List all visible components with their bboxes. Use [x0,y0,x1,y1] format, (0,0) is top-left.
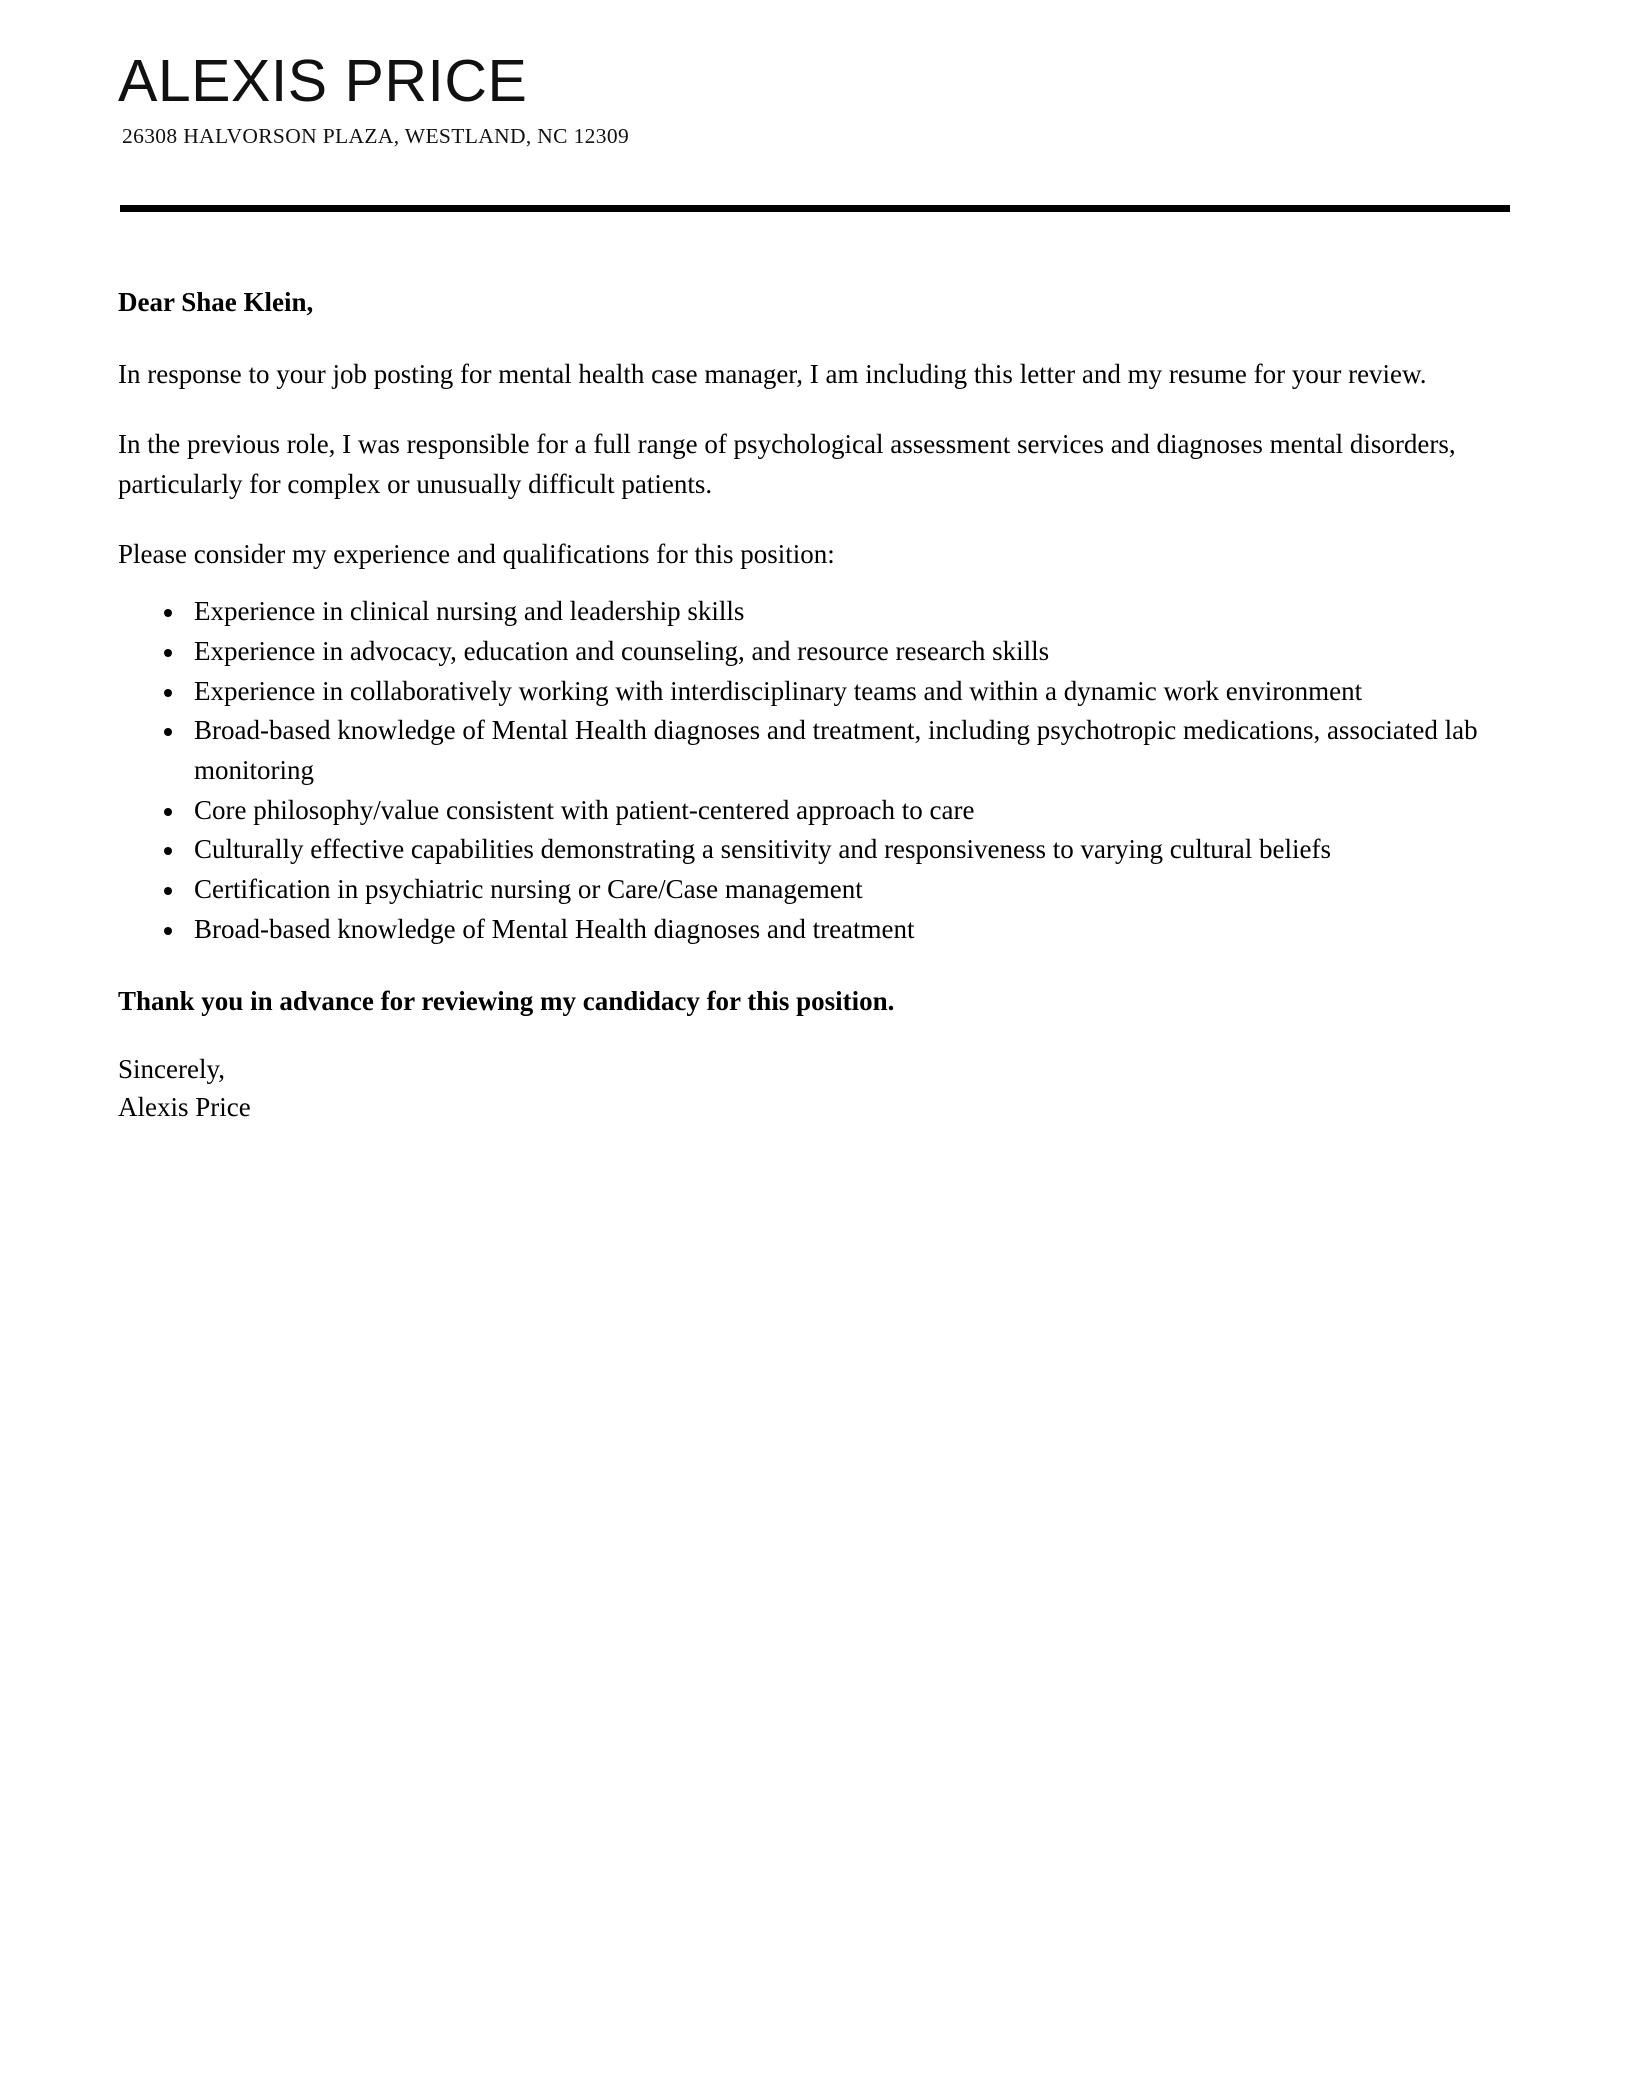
list-item [164,830,1508,870]
letter-body [118,284,1508,1127]
list-item [164,672,1508,712]
list-item [164,711,1508,790]
candidate-address: 26308 HALVORSON PLAZA, WESTLAND, NC 12309 [122,123,630,148]
signoff-salutation: Sincerely, [118,1054,225,1085]
list-item-text: Core philosophy/value consistent with patient-centered approach to care [194,794,975,825]
letter-paragraph-1: In response to your job posting for mental health case manager, I am including this letter and my resume for your review. [118,359,1427,390]
list-item [164,910,1508,950]
signature-name: Alexis Price [118,1091,251,1122]
list-item-text: Broad-based knowledge of Mental Health diagnoses and treatment, including psychotropic medications, associated lab monitoring [194,715,1478,785]
list-item-text: Broad-based knowledge of Mental Health diagnoses and treatment [194,913,915,944]
list-item [164,592,1508,632]
letterhead [118,50,1514,151]
list-item [164,632,1508,672]
list-item-text: Culturally effective capabilities demonstrating a sensitivity and responsiveness to varying cultural beliefs [194,834,1331,865]
list-item-text: Experience in collaboratively working with interdisciplinary teams and within a dynamic work environment [194,675,1363,706]
list-item [164,791,1508,831]
letter-paragraph-2: In the previous role, I was responsible for a full range of psychological assessment services and diagnoses mental disorders, particularly for complex or unusually difficult patients. [118,429,1456,499]
signoff-block [118,1051,1508,1127]
list-item-text: Certification in psychiatric nursing or Care/Case management [194,874,863,904]
list-item [164,870,1508,910]
candidate-name: ALEXIS PRICE [118,48,528,114]
qualifications-list [118,592,1508,949]
qualifications-intro: Please consider my experience and qualifications for this position: [118,538,835,569]
list-item-text: Experience in advocacy, education and counseling, and resource research skills [194,635,1050,666]
closing-statement: Thank you in advance for reviewing my candidacy for this position. [118,986,895,1017]
salutation: Dear Shae Klein, [118,287,314,317]
header-divider-rule [120,205,1510,212]
list-item-text: Experience in clinical nursing and leadership skills [194,596,745,627]
